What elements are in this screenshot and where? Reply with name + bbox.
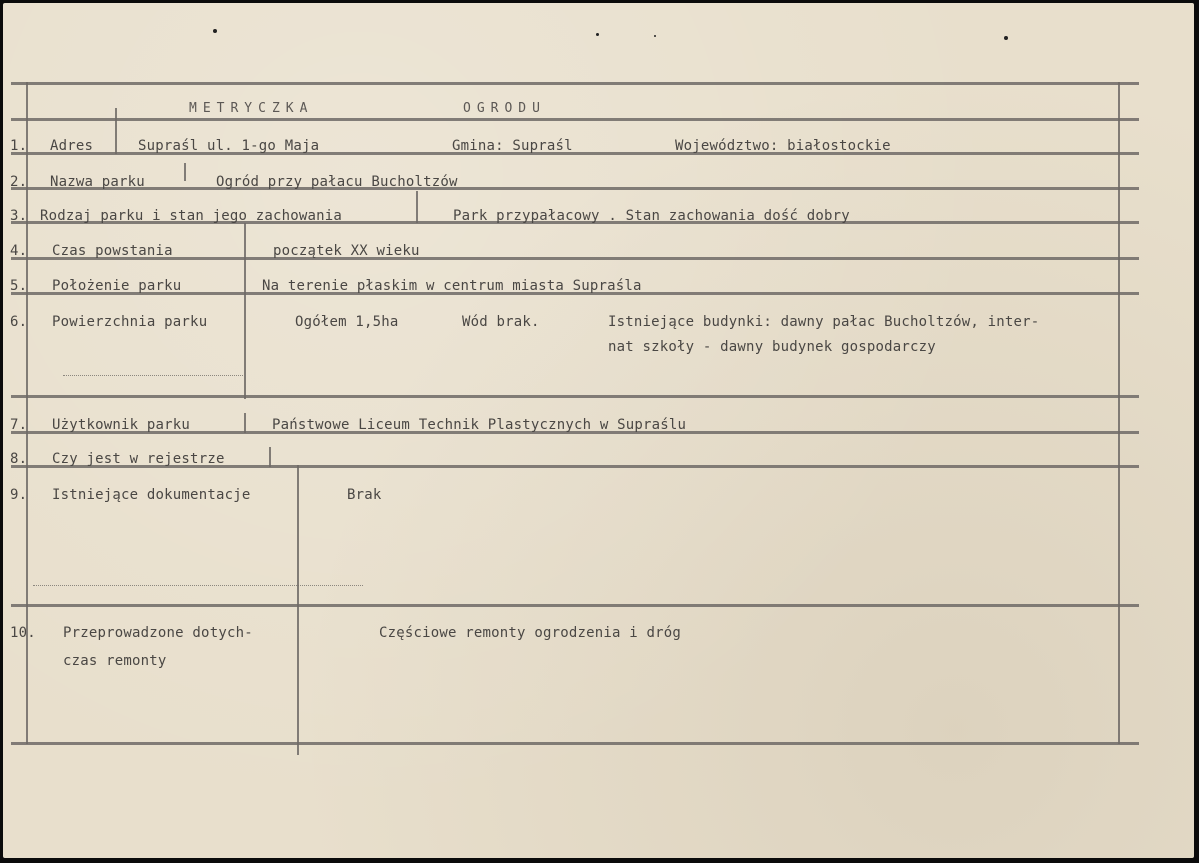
row-number-7: 7. <box>10 417 28 433</box>
rule-row9 <box>11 604 1139 607</box>
row-number-3: 3. <box>10 208 28 224</box>
buildings-value-continued: nat szkoły - dawny budynek gospodarczy <box>608 339 936 355</box>
repairs-label-continued: czas remonty <box>63 653 167 669</box>
divider-rows4-6 <box>244 223 246 399</box>
park-type-label: Rodzaj parku i stan jego zachowania <box>40 208 343 224</box>
location-value: Na terenie płaskim w centrum miasta Supraśla <box>262 278 642 294</box>
row-number-9: 9. <box>10 487 28 503</box>
rule-row6 <box>11 395 1139 398</box>
row-number-10: 10. <box>10 625 36 641</box>
divider-row8 <box>269 447 271 467</box>
creation-time-label: Czas powstania <box>52 243 173 259</box>
row-number-5: 5. <box>10 278 28 294</box>
row-number-8: 8. <box>10 451 28 467</box>
area-value: Ogółem 1,5ha <box>295 314 399 330</box>
paper-speck <box>213 29 217 33</box>
park-type-value: Park przypałacowy . Stan zachowania dość dobry <box>453 208 850 224</box>
park-name-label: Nazwa parku <box>50 174 145 190</box>
card-title-right: OGRODU <box>463 101 546 116</box>
rule-title-bottom <box>11 118 1139 121</box>
row-number-2: 2. <box>10 174 28 190</box>
user-label: Użytkownik parku <box>52 417 191 433</box>
rule-row2 <box>11 187 1139 190</box>
garden-record-card <box>3 3 1194 858</box>
rule-bottom <box>11 742 1139 745</box>
documentation-value: Brak <box>347 487 382 503</box>
dotted-guide-row9 <box>33 585 363 586</box>
location-label: Położenie parku <box>52 278 182 294</box>
paper-speck <box>654 35 656 37</box>
divider-row3 <box>416 191 418 223</box>
buildings-value: Istniejące budynki: dawny pałac Bucholtzów, inter- <box>608 314 1040 330</box>
area-label: Powierzchnia parku <box>52 314 208 330</box>
card-title-left: METRYCZKA <box>189 101 314 116</box>
user-value: Państwowe Liceum Technik Plastycznych w Supraślu <box>272 417 687 433</box>
register-label: Czy jest w rejestrze <box>52 451 225 467</box>
address-value: Supraśl ul. 1-go Maja <box>138 138 320 154</box>
documentation-label: Istniejące dokumentacje <box>52 487 251 503</box>
dotted-guide-row6 <box>63 375 243 376</box>
divider-row2 <box>184 163 186 181</box>
water-value: Wód brak. <box>462 314 540 330</box>
voivodeship-value: Województwo: białostockie <box>675 138 891 154</box>
rule-top <box>11 82 1139 85</box>
row-number-6: 6. <box>10 314 28 330</box>
divider-rows9-10 <box>297 465 299 755</box>
repairs-value: Częściowe remonty ogrodzenia i dróg <box>379 625 682 641</box>
paper-speck <box>1004 36 1008 40</box>
right-border <box>1118 82 1120 744</box>
repairs-label: Przeprowadzone dotych- <box>63 625 253 641</box>
municipality-value: Gmina: Supraśl <box>452 138 573 154</box>
park-name-value: Ogród przy pałacu Bucholtzów <box>216 174 458 190</box>
rule-row4 <box>11 257 1139 260</box>
row-number-4: 4. <box>10 243 28 259</box>
divider-row1 <box>115 108 117 154</box>
row-number-1: 1. <box>10 138 28 154</box>
address-label: Adres <box>50 138 94 154</box>
paper-speck <box>596 33 599 36</box>
creation-time-value: początek XX wieku <box>273 243 420 259</box>
divider-row7 <box>244 413 246 433</box>
